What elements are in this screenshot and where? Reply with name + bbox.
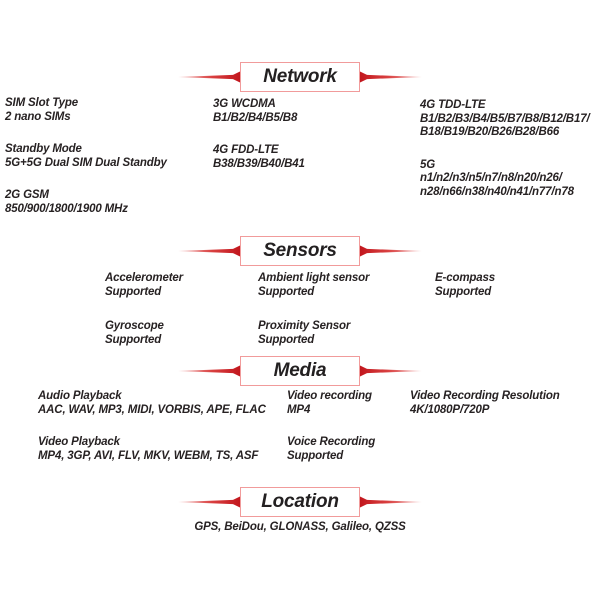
spec-group bbox=[287, 436, 375, 463]
spec-group bbox=[5, 189, 167, 216]
media-header bbox=[178, 356, 422, 386]
spec-group bbox=[258, 320, 369, 347]
media-title: Media bbox=[273, 360, 327, 381]
spec-label: Video Recording Resolution bbox=[410, 390, 560, 402]
sensors-col-2 bbox=[258, 272, 369, 366]
spec-value: Supported bbox=[105, 333, 162, 346]
spec-label: Accelerometer bbox=[105, 272, 183, 284]
spec-value: AAC, WAV, MP3, MIDI, VORBIS, APE, FLAC bbox=[38, 403, 266, 416]
spec-label: 2G GSM bbox=[5, 189, 49, 201]
spec-label: 4G TDD-LTE bbox=[420, 99, 486, 111]
sensors-title-box bbox=[240, 236, 360, 266]
network-col-3 bbox=[420, 99, 590, 218]
red-taper-line-right-icon bbox=[360, 242, 422, 260]
spec-group bbox=[287, 390, 375, 417]
spec-label: 4G FDD-LTE bbox=[213, 144, 279, 156]
spec-label: Audio Playback bbox=[38, 390, 122, 402]
sensors-title: Sensors bbox=[263, 240, 337, 261]
spec-group bbox=[213, 98, 305, 125]
spec-label: 5G bbox=[420, 158, 436, 171]
spec-value: 2 nano SIMs bbox=[5, 110, 71, 123]
spec-group bbox=[5, 97, 167, 124]
sensors-header bbox=[178, 236, 422, 266]
spec-value: 4K/1080P/720P bbox=[410, 403, 490, 416]
spec-value: MP4, 3GP, AVI, FLV, MKV, WEBM, TS, ASF bbox=[38, 449, 259, 462]
spec-group bbox=[435, 272, 495, 299]
spec-group bbox=[38, 390, 266, 417]
spec-label: Proximity Sensor bbox=[258, 320, 351, 332]
spec-label: 3G WCDMA bbox=[213, 98, 276, 110]
location-title: Location bbox=[261, 491, 339, 512]
spec-value: MP4 bbox=[287, 403, 311, 416]
media-title-box bbox=[240, 356, 360, 386]
red-taper-line-right-icon bbox=[360, 68, 422, 86]
media-col-1 bbox=[38, 390, 266, 482]
network-title-box bbox=[240, 62, 360, 92]
spec-value: Supported bbox=[258, 333, 315, 346]
spec-value: 850/900/1800/1900 MHz bbox=[5, 202, 128, 215]
spec-value: Supported bbox=[258, 285, 315, 298]
spec-value: B38/B39/B40/B41 bbox=[213, 157, 305, 170]
spec-label: Video Playback bbox=[38, 436, 120, 448]
spec-group bbox=[5, 143, 167, 170]
spec-group bbox=[258, 272, 369, 299]
spec-value: n1/n2/n3/n5/n7/n8/n20/n26/ bbox=[420, 172, 562, 184]
spec-value: B1/B2/B3/B4/B5/B7/B8/B12/B17/ bbox=[420, 112, 590, 125]
red-taper-line-left-icon bbox=[178, 362, 240, 380]
spec-label: Voice Recording bbox=[287, 436, 376, 448]
spec-group bbox=[38, 436, 266, 463]
sensors-col-3 bbox=[435, 272, 495, 318]
spec-value: Supported bbox=[105, 285, 162, 298]
spec-value: B1/B2/B4/B5/B8 bbox=[213, 111, 298, 124]
spec-label: Video recording bbox=[287, 390, 372, 402]
red-taper-line-right-icon bbox=[360, 493, 422, 511]
spec-value: B18/B19/B20/B26/B28/B66 bbox=[420, 126, 560, 138]
spec-value: 5G+5G Dual SIM Dual Standby bbox=[5, 156, 167, 169]
spec-value: Supported bbox=[435, 285, 492, 298]
location-header bbox=[178, 487, 422, 517]
spec-label: Standby Mode bbox=[5, 143, 82, 155]
red-taper-line-left-icon bbox=[178, 68, 240, 86]
media-col-3 bbox=[410, 390, 560, 436]
spec-group bbox=[105, 272, 183, 299]
spec-group bbox=[105, 320, 183, 347]
spec-label: E-compass bbox=[435, 272, 496, 284]
spec-group bbox=[420, 159, 590, 200]
spec-group bbox=[420, 99, 590, 140]
location-systems-list: GPS, BeiDou, GLONASS, Galileo, QZSS bbox=[194, 521, 406, 533]
spec-value: Supported bbox=[287, 449, 344, 462]
spec-label: Ambient light sensor bbox=[258, 272, 370, 284]
red-taper-line-left-icon bbox=[178, 242, 240, 260]
spec-group bbox=[410, 390, 560, 417]
network-col-2 bbox=[213, 98, 305, 190]
spec-group bbox=[213, 144, 305, 171]
spec-label: SIM Slot Type bbox=[5, 97, 79, 109]
red-taper-line-right-icon bbox=[360, 362, 422, 380]
sensors-col-1 bbox=[105, 272, 183, 366]
network-col-1 bbox=[5, 97, 167, 235]
spec-label: Gyroscope bbox=[105, 320, 164, 332]
location-title-box bbox=[240, 487, 360, 517]
red-taper-line-left-icon bbox=[178, 493, 240, 511]
spec-value: n28/n66/n38/n40/n41/n77/n78 bbox=[420, 185, 574, 198]
network-title: Network bbox=[263, 66, 337, 87]
network-header bbox=[178, 62, 422, 92]
media-col-2 bbox=[287, 390, 375, 482]
